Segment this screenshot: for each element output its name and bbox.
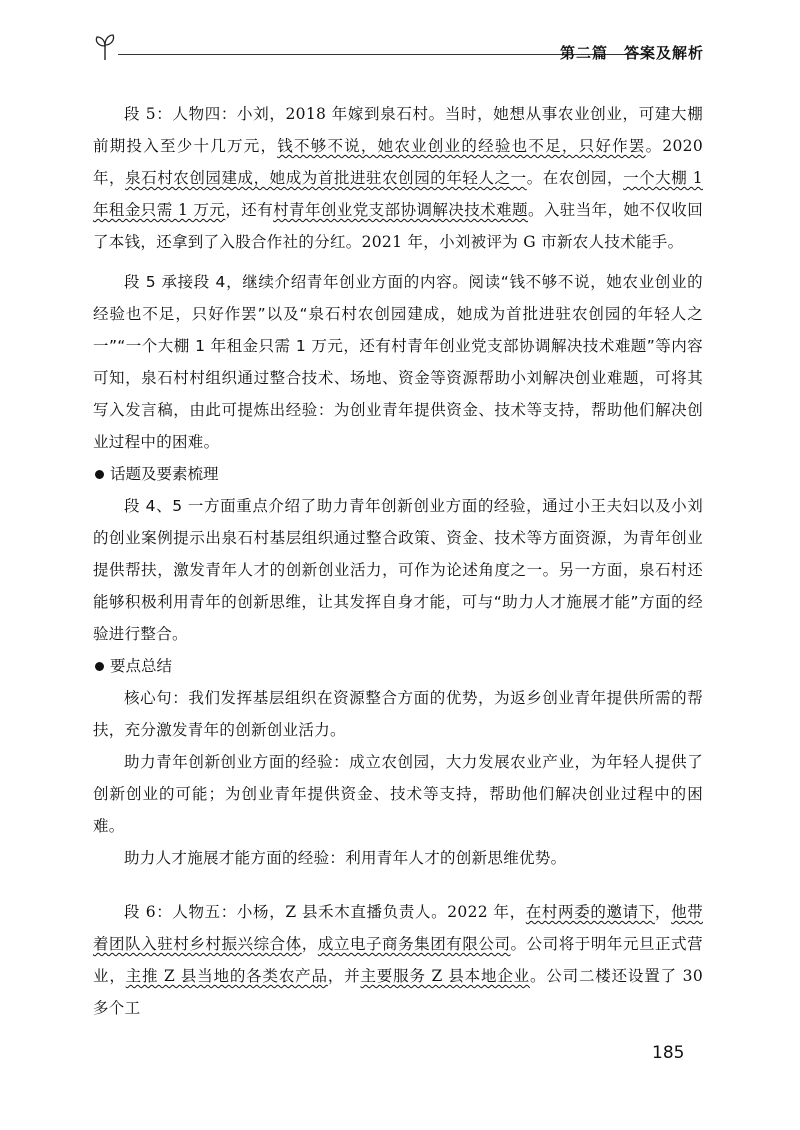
underlined-text: 他带着团队入驻村乡村振兴综合体 <box>93 903 704 953</box>
text-run: 。公司二楼还设置了 30 多个工 <box>93 967 703 1017</box>
bullet-icon <box>95 470 104 479</box>
header-title: 第二篇 答案及解析 <box>559 44 704 62</box>
summary-heading-label: 要点总结 <box>110 657 173 675</box>
text-run: 段 5：人物四：小刘，2018 年嫁到泉石村。当时，她想从事农业创业，可建大棚前期投入至少十几万元， <box>93 105 703 155</box>
text-run: ，并 <box>327 967 361 985</box>
paragraph-topic: 段 4、5 一方面重点介绍了助力青年创新创业方面的经验，通过小王夫妇以及小刘的创业案例提示出泉石村基层组织通过整合政策、资金、技术等方面资源，为青年创业提供帮扶，激发青年人才的创新创业活力，可作为论述角度之一。另一方面，泉石村还能够积极利用青年的创新思维，让其发挥自身才能，可与“助力人才施展才能”方面的经验进行整合。 <box>93 497 703 643</box>
summary-heading <box>93 650 703 682</box>
paragraph-talent-experience: 助力人才施展才能方面的经验：利用青年人才的创新思维优势。 <box>124 849 567 867</box>
paragraph-source-6 <box>93 896 703 1024</box>
topic-heading-label: 话题及要素梳理 <box>110 465 219 483</box>
paragraph-analysis-5: 段 5 承接段 4，继续介绍青年创业方面的内容。阅读“钱不够不说，她农业创业的经验也不足，只好作罢”以及“泉石村农创园建成，她成为首批进驻农创园的年轻人之一”“一个大棚 1 年租金只需 1 万元，还有村青年创业党支部协调解决技术难题”等内容可知，泉石村村组织通过整合技术、场地、资金等资源帮助小刘解决创业难题，可将其写入发言稿，由此可提炼出经验：为创业青年提供资金、技术等支持，帮助他们解决创业过程中的困难。 <box>93 273 703 451</box>
underlined-text: 泉石村农创园建成，她成为首批进驻农创园的年轻人之一 <box>125 169 527 187</box>
running-header <box>92 32 704 66</box>
paragraph-source-5 <box>93 98 703 258</box>
paragraph-youth-experience: 助力青年创新创业方面的经验：成立农创园，大力发展农业产业，为年轻人提供了创新创业的可能；为创业青年提供资金、技术等支持，帮助他们解决创业过程中的困难。 <box>93 753 703 835</box>
text-run: ，还有 <box>225 201 274 219</box>
underlined-text: 一个大棚 1 年租金只需 1 万元 <box>93 169 703 219</box>
text-run: 。入驻当年，她不仅收回了本钱，还拿到了入股合作社的分红。2021 年，小刘被评为 G 市新农人技术能手。 <box>93 201 703 251</box>
underlined-text: 在村两委的邀请下 <box>525 903 655 921</box>
topic-heading <box>93 458 703 490</box>
sprout-icon <box>92 32 118 62</box>
text-run: ， <box>301 935 318 953</box>
underlined-text: 主要服务 Z 县本地企业 <box>360 967 530 985</box>
page-number: 185 <box>652 1043 685 1063</box>
text-run: 。公司将于明年元旦正式营业， <box>93 935 703 985</box>
text-run: 。2020 年， <box>93 137 703 187</box>
underlined-text: 主推 Z 县当地的各类农产品 <box>125 967 328 985</box>
page-body <box>93 98 703 1032</box>
text-run: 。在农创园， <box>526 169 624 187</box>
underlined-text: 村青年创业党支部协调解决技术难题 <box>273 201 528 219</box>
text-run: ， <box>654 903 672 921</box>
paragraph-core-sentence: 核心句：我们发挥基层组织在资源整合方面的优势，为返乡创业青年提供所需的帮扶，充分激发青年的创新创业活力。 <box>93 689 703 739</box>
underlined-text: 成立电子商务集团有限公司 <box>317 935 511 953</box>
text-run: 段 6：人物五：小杨，Z 县禾木直播负责人。2022 年， <box>124 903 526 921</box>
underlined-text: 钱不够不说，她农业创业的经验也不足，只好作罢 <box>277 137 646 155</box>
bullet-icon <box>95 662 104 671</box>
